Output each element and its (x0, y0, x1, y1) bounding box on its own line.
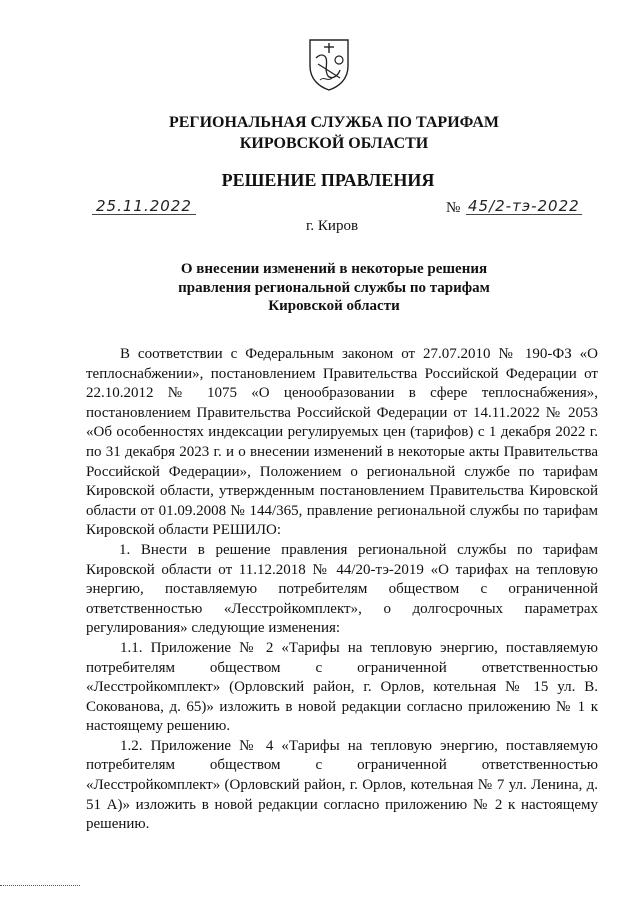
organization-name (0, 112, 640, 154)
item-1-1-paragraph: 1.1. Приложение № 2 «Тарифы на тепловую энергию, поставляемую потребителям обществом с ограниченной ответственностью «Лесстройкомплект» (Орловский район, г. Орлов, котельная № 15 ул. В. Сокованова, д. 65)» изложить в новой редакции согласно приложению № 1 к настоящему решению. (86, 639, 598, 735)
subject-line-2: правления региональной службы по тарифам (178, 279, 490, 296)
document-subject (0, 260, 640, 316)
number-label: № (446, 200, 461, 216)
item-1-paragraph: 1. Внести в решение правления региональной службы по тарифам Кировской области от 11.12.2018 № 44/20-тэ-2019 «О тарифах на тепловую энергию, поставляемую потребителям обществом с ограниченной ответственностью «Лесстройкомплект», о долгосрочных параметрах регулирования» следующие изменения: (86, 541, 598, 637)
document-date: 25.11.2022 (92, 198, 196, 215)
preamble-paragraph: В соответствии с Федеральным законом от 27.07.2010 № 190-ФЗ «О теплоснабжении», постановлением Правительства Российской Федерации от 22.10.2012 № 1075 «О ценообразовании в сфере теплоснабжения», постановлением Правительства Российской Федерации от 14.11.2022 № 2053 «Об особенностях индексации регулируемых цен (тарифов) с 1 декабря 2022 г. по 31 декабря 2023 г. и о внесении изменений в некоторые акты Правительства Российской Федерации», Положением о региональной службе по тарифам Кировской области, утвержденным постановлением Правительства Кировской области от 01.09.2008 № 144/365, правление региональной службы по тарифам Кировской области РЕШИЛО: (86, 346, 598, 539)
footer-divider (0, 885, 80, 886)
city: г. Киров (305, 218, 359, 234)
org-line-2: КИРОВСКОЙ ОБЛАСТИ (239, 135, 429, 152)
document-number: 45/2-тэ-2022 (468, 197, 580, 215)
subject-line-3: Кировской области (268, 298, 400, 314)
document-type: РЕШЕНИЕ ПРАВЛЕНИЯ (221, 170, 435, 190)
item-1-2-paragraph: 1.2. Приложение № 4 «Тарифы на тепловую энергию, поставляемую потребителям обществом с ограниченной ответственностью «Лесстройкомплект» (Орловский район, г. Орлов, котельная № 7 ул. Ленина, д. 51 А)» изложить в новой редакции согласно приложению № 2 к настоящему решению. (86, 737, 598, 833)
subject-line-1: О внесении изменений в некоторые решения (180, 261, 488, 277)
document-body (86, 345, 598, 835)
coat-of-arms-icon (306, 36, 352, 92)
org-line-1: РЕГИОНАЛЬНАЯ СЛУЖБА ПО ТАРИФАМ (168, 114, 500, 131)
